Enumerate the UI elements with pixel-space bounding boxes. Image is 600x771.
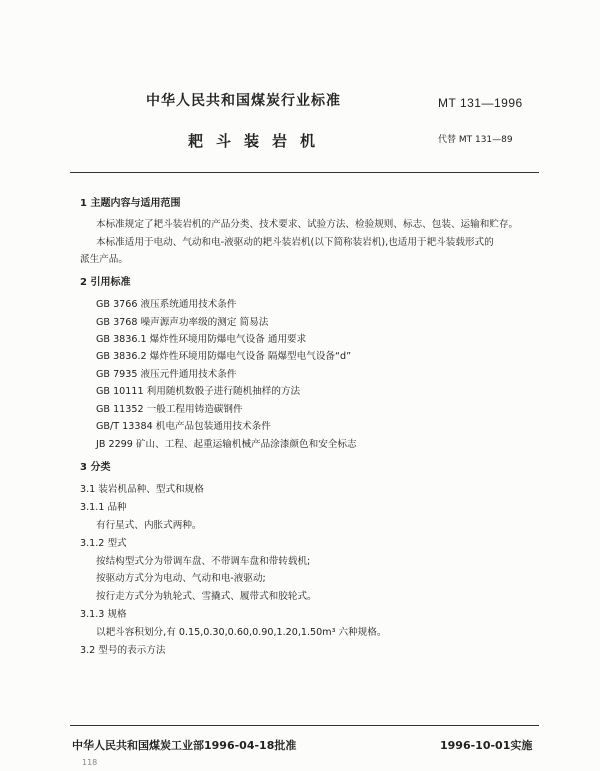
standard-title: 中华人民共和国煤炭行业标准 xyxy=(146,93,341,109)
clause-3-1-2-line: 按结构型式分为带调车盘、不带调车盘和带转载机; xyxy=(96,556,311,567)
section-1-para-1: 本标准规定了耙斗装岩机的产品分类、技术要求、试验方法、检验规则、标志、包装、运输和贮存。 xyxy=(96,219,519,230)
clause-3-1-1-text: 有行星式、内胀式两种。 xyxy=(96,520,202,531)
clause-3-1-2-line: 按驱动方式分为电动、气动和电-液驱动; xyxy=(96,573,266,584)
replaces-note: 代替 MT 131—89 xyxy=(438,135,513,145)
clause-3-1-3-text: 以耙斗容积划分,有 0.15,0.30,0.60,0.90,1.20,1.50m³ 六种规格。 xyxy=(96,627,387,638)
bottom-divider xyxy=(70,725,539,726)
approval-line: 中华人民共和国煤炭工业部1996-04-18批准 xyxy=(72,739,297,752)
page-number: 118 xyxy=(82,758,98,767)
reference-item: GB 10111 利用随机数骰子进行随机抽样的方法 xyxy=(96,386,301,397)
clause-3-1-2-line: 按行走方式分为轨轮式、雪撬式、履带式和胶轮式。 xyxy=(96,591,317,602)
clause-3-2: 3.2 型号的表示方法 xyxy=(80,645,166,656)
reference-item: GB 3766 液压系统通用技术条件 xyxy=(96,299,237,310)
clause-3-1-1: 3.1.1 品种 xyxy=(80,502,127,513)
clause-3-1: 3.1 装岩机品种、型式和规格 xyxy=(80,484,204,495)
section-1-para-2-line-2: 派生产品。 xyxy=(80,254,128,265)
section-1-heading: 1 主题内容与适用范围 xyxy=(80,198,181,209)
effective-date: 1996-10-01实施 xyxy=(440,739,533,752)
reference-item: GB/T 13384 机电产品包装通用技术条件 xyxy=(96,421,271,432)
document-title: 耙斗装岩机 xyxy=(188,132,329,150)
reference-item: JB 2299 矿山、工程、起重运输机械产品涂漆颜色和安全标志 xyxy=(96,439,357,450)
reference-item: GB 11352 一般工程用铸造碳钢件 xyxy=(96,404,243,415)
reference-item: GB 3836.2 爆炸性环境用防爆电气设备 隔爆型电气设备“d” xyxy=(96,351,352,362)
reference-item: GB 3768 噪声源声功率级的测定 简易法 xyxy=(96,317,269,328)
reference-item: GB 3836.1 爆炸性环境用防爆电气设备 通用要求 xyxy=(96,334,307,345)
top-divider xyxy=(70,172,539,173)
clause-3-1-3: 3.1.3 规格 xyxy=(80,609,127,620)
section-3-heading: 3 分类 xyxy=(80,462,111,473)
section-1-para-2-line-1: 本标准适用于电动、气动和电-液驱动的耙斗装岩机(以下简称装岩机),也适用于耙斗装载形式的 xyxy=(96,237,494,248)
reference-item: GB 7935 液压元件通用技术条件 xyxy=(96,369,237,380)
standard-code: MT 131—1996 xyxy=(438,96,523,110)
section-2-heading: 2 引用标准 xyxy=(80,277,131,288)
clause-3-1-2: 3.1.2 型式 xyxy=(80,538,127,549)
